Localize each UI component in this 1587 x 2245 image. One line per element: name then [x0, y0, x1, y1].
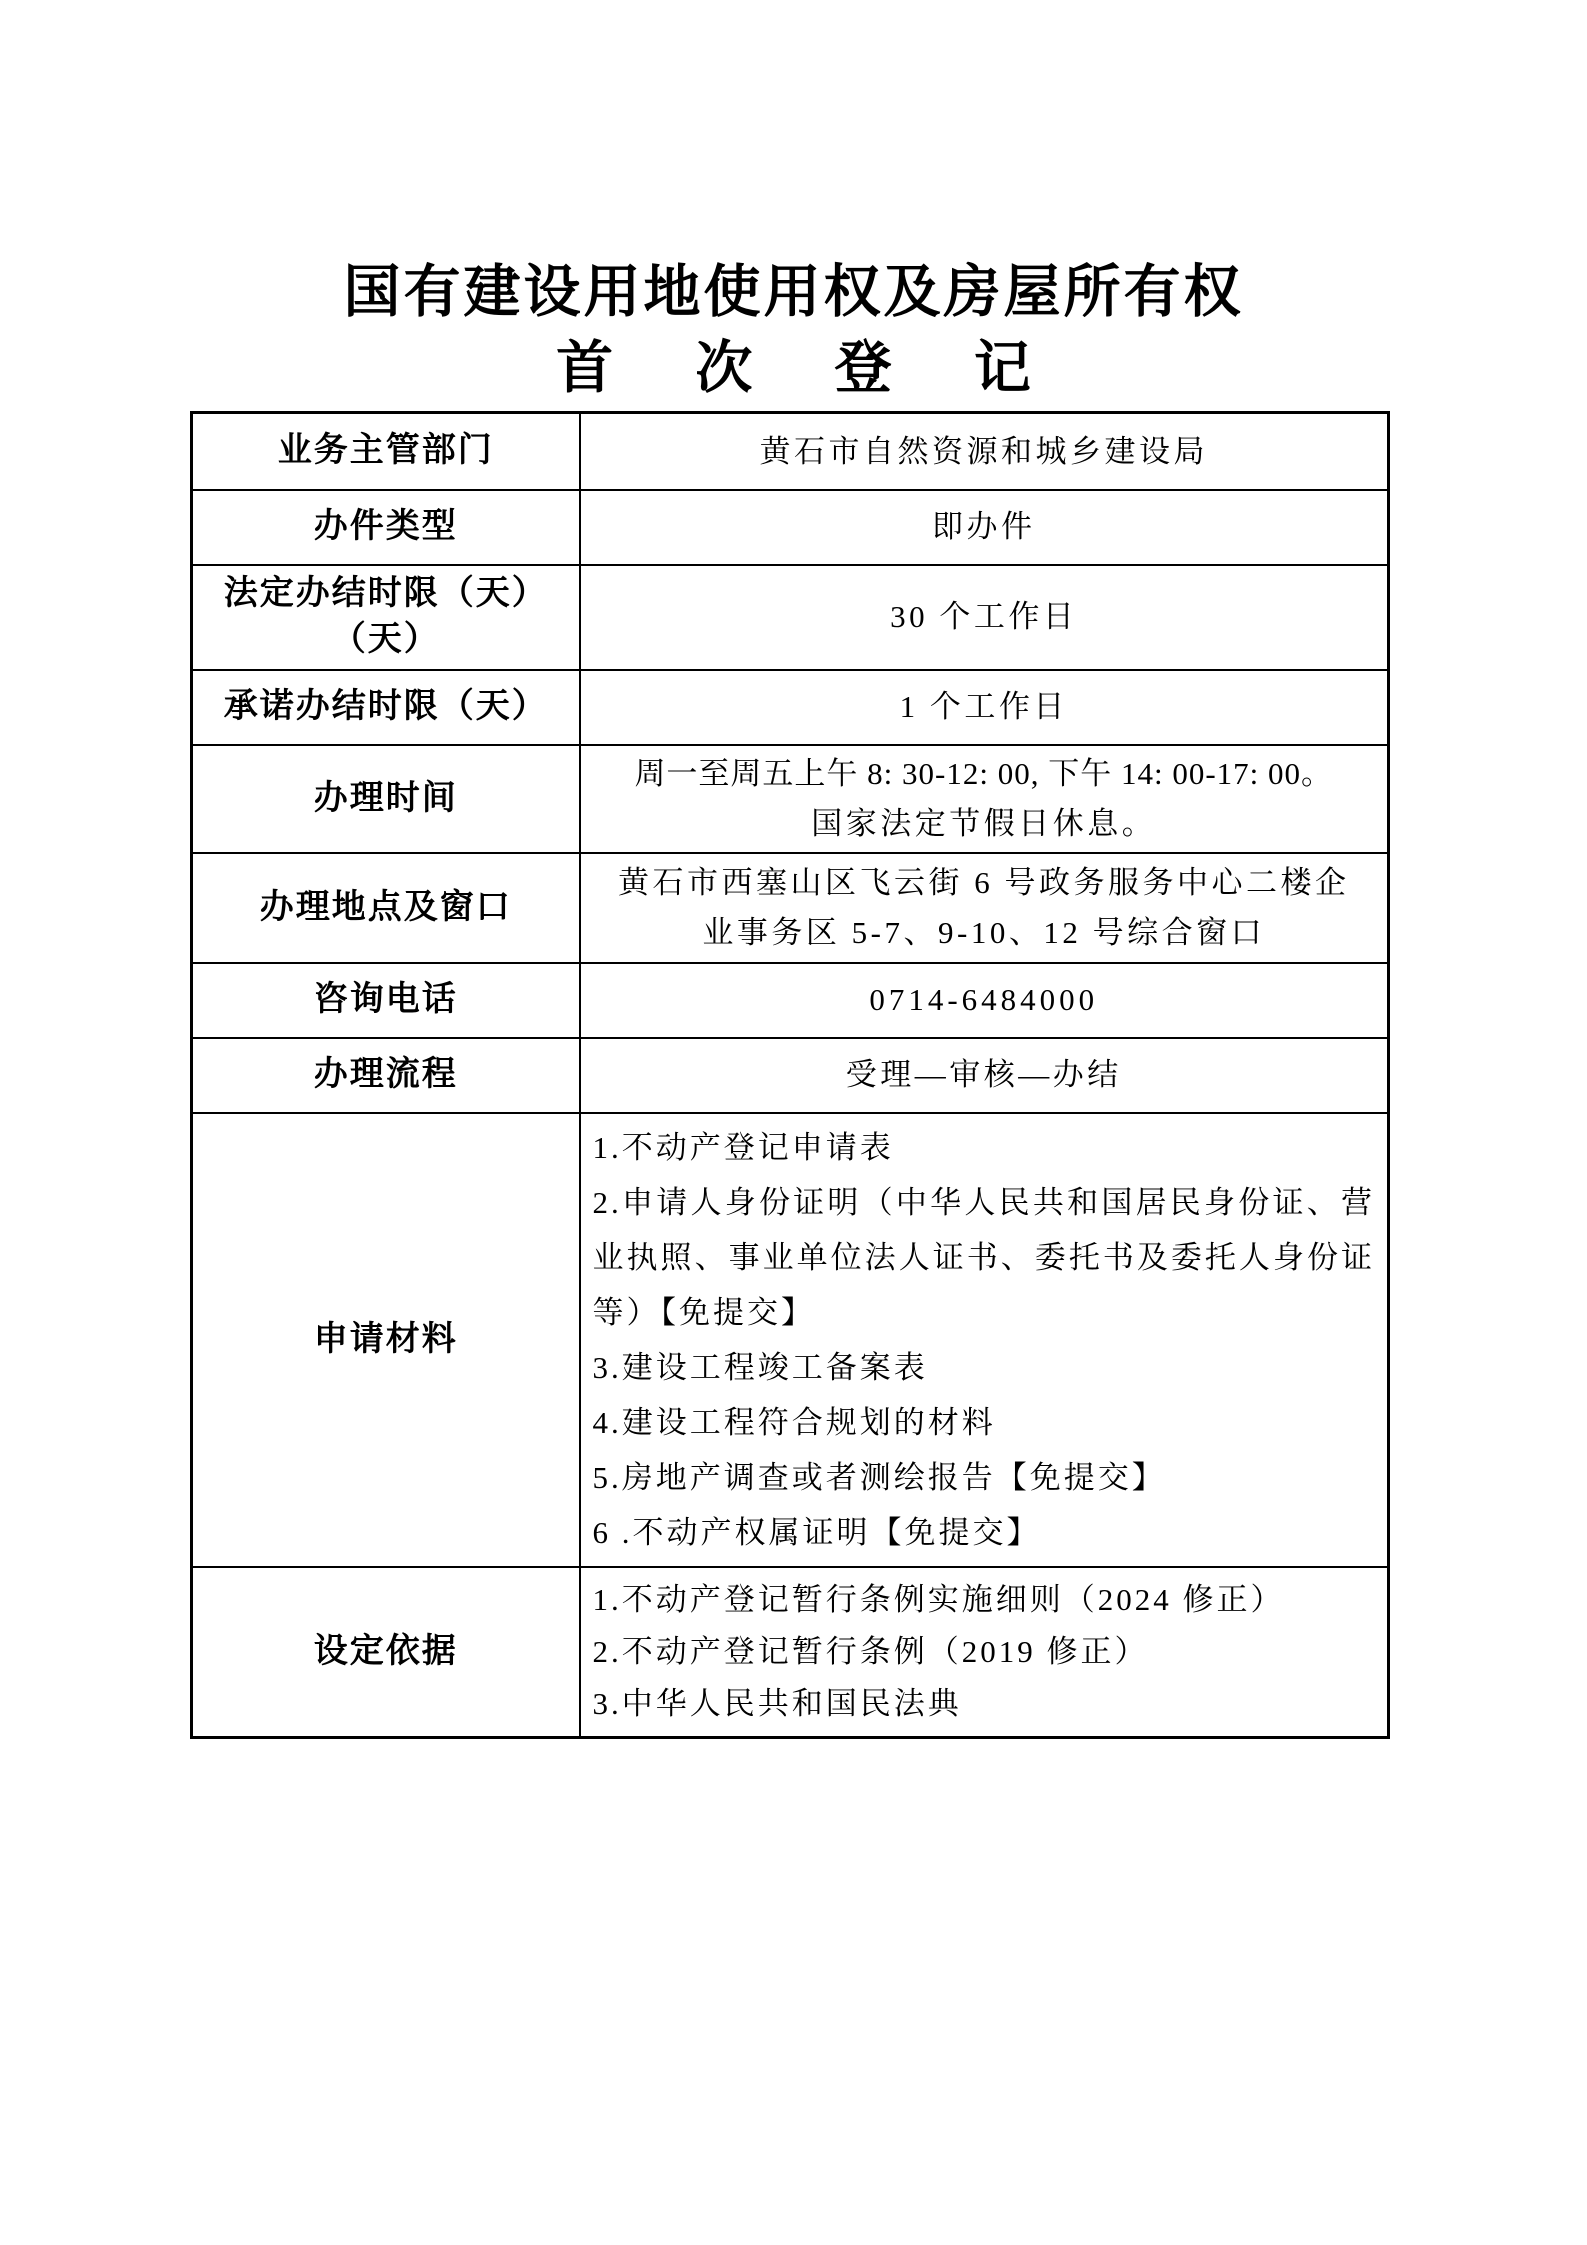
legal-basis-item: 3.中华人民共和国民法典 [592, 1685, 962, 1721]
row-label-competent-department: 业务主管部门 [192, 413, 580, 490]
table-row-competent-department [192, 413, 1389, 490]
office-hours-line1: 周一至周五上午 8: 30-12: 00, 下午 14: 00-17: 00。 [634, 755, 1334, 791]
material-item: 2.申请人身份证明（中华人民共和国居民身份证、营业执照、事业单位法人证书、委托书及委托人身份证等）【免提交】 [592, 1184, 1375, 1330]
row-label-process: 办理流程 [192, 1038, 580, 1113]
material-item: 6 .不动产权属证明【免提交】 [592, 1514, 1041, 1550]
legal-basis-item: 2.不动产登记暂行条例（2019 修正） [592, 1633, 1149, 1669]
row-value-phone: 0714-6484000 [580, 963, 1389, 1038]
row-label-statutory-line2: （天） [331, 620, 440, 658]
row-value-competent-department: 黄石市自然资源和城乡建设局 [580, 413, 1389, 490]
document-title-line1: 国有建设用地使用权及房屋所有权 [343, 261, 1244, 324]
row-label-statutory-line1: 法定办结时限（天） [223, 574, 548, 613]
material-item: 4.建设工程符合规划的材料 [592, 1404, 996, 1440]
row-label-promised-time-limit: 承诺办结时限（天） [192, 670, 580, 745]
office-location-line1: 黄石市西塞山区飞云街 6 号政务服务中心二楼企 [618, 864, 1350, 900]
table-row-promised-time-limit [192, 670, 1389, 745]
table-row-item-type [192, 490, 1389, 565]
office-location-line2: 业事务区 5-7、9-10、12 号综合窗口 [702, 914, 1266, 950]
table-row-legal-basis [192, 1567, 1389, 1738]
row-label-office-location: 办理地点及窗口 [192, 853, 580, 963]
row-value-promised-time-limit: 1 个工作日 [580, 670, 1389, 745]
row-label-application-materials: 申请材料 [192, 1113, 580, 1567]
legal-basis-item: 1.不动产登记暂行条例实施细则（2024 修正） [592, 1581, 1285, 1617]
table-row-phone [192, 963, 1389, 1038]
row-label-item-type: 办件类型 [192, 490, 580, 565]
service-info-table [190, 411, 1390, 1739]
row-value-office-hours [580, 745, 1389, 853]
row-value-item-type: 即办件 [580, 490, 1389, 565]
table-row-office-location [192, 853, 1389, 963]
table-row-office-hours [192, 745, 1389, 853]
row-label-office-hours: 办理时间 [192, 745, 580, 853]
row-label-phone: 咨询电话 [192, 963, 580, 1038]
row-label-legal-basis: 设定依据 [192, 1567, 580, 1738]
table-row-process [192, 1038, 1389, 1113]
row-value-statutory-time-limit: 30 个工作日 [580, 565, 1389, 670]
row-value-process: 受理—审核—办结 [580, 1038, 1389, 1113]
row-value-legal-basis [580, 1567, 1389, 1738]
material-item: 5.房地产调查或者测绘报告【免提交】 [592, 1459, 1166, 1495]
material-item: 3.建设工程竣工备案表 [592, 1349, 928, 1385]
row-value-office-location [580, 853, 1389, 963]
office-hours-line2: 国家法定节假日休息。 [811, 805, 1157, 841]
table-row-statutory-time-limit [192, 565, 1389, 670]
document-title-line2: 首 次 登 记 [556, 337, 1065, 400]
table-row-application-materials [192, 1113, 1389, 1567]
row-label-statutory-time-limit [192, 565, 580, 670]
material-item: 1.不动产登记申请表 [592, 1129, 894, 1165]
row-value-application-materials [580, 1113, 1389, 1567]
